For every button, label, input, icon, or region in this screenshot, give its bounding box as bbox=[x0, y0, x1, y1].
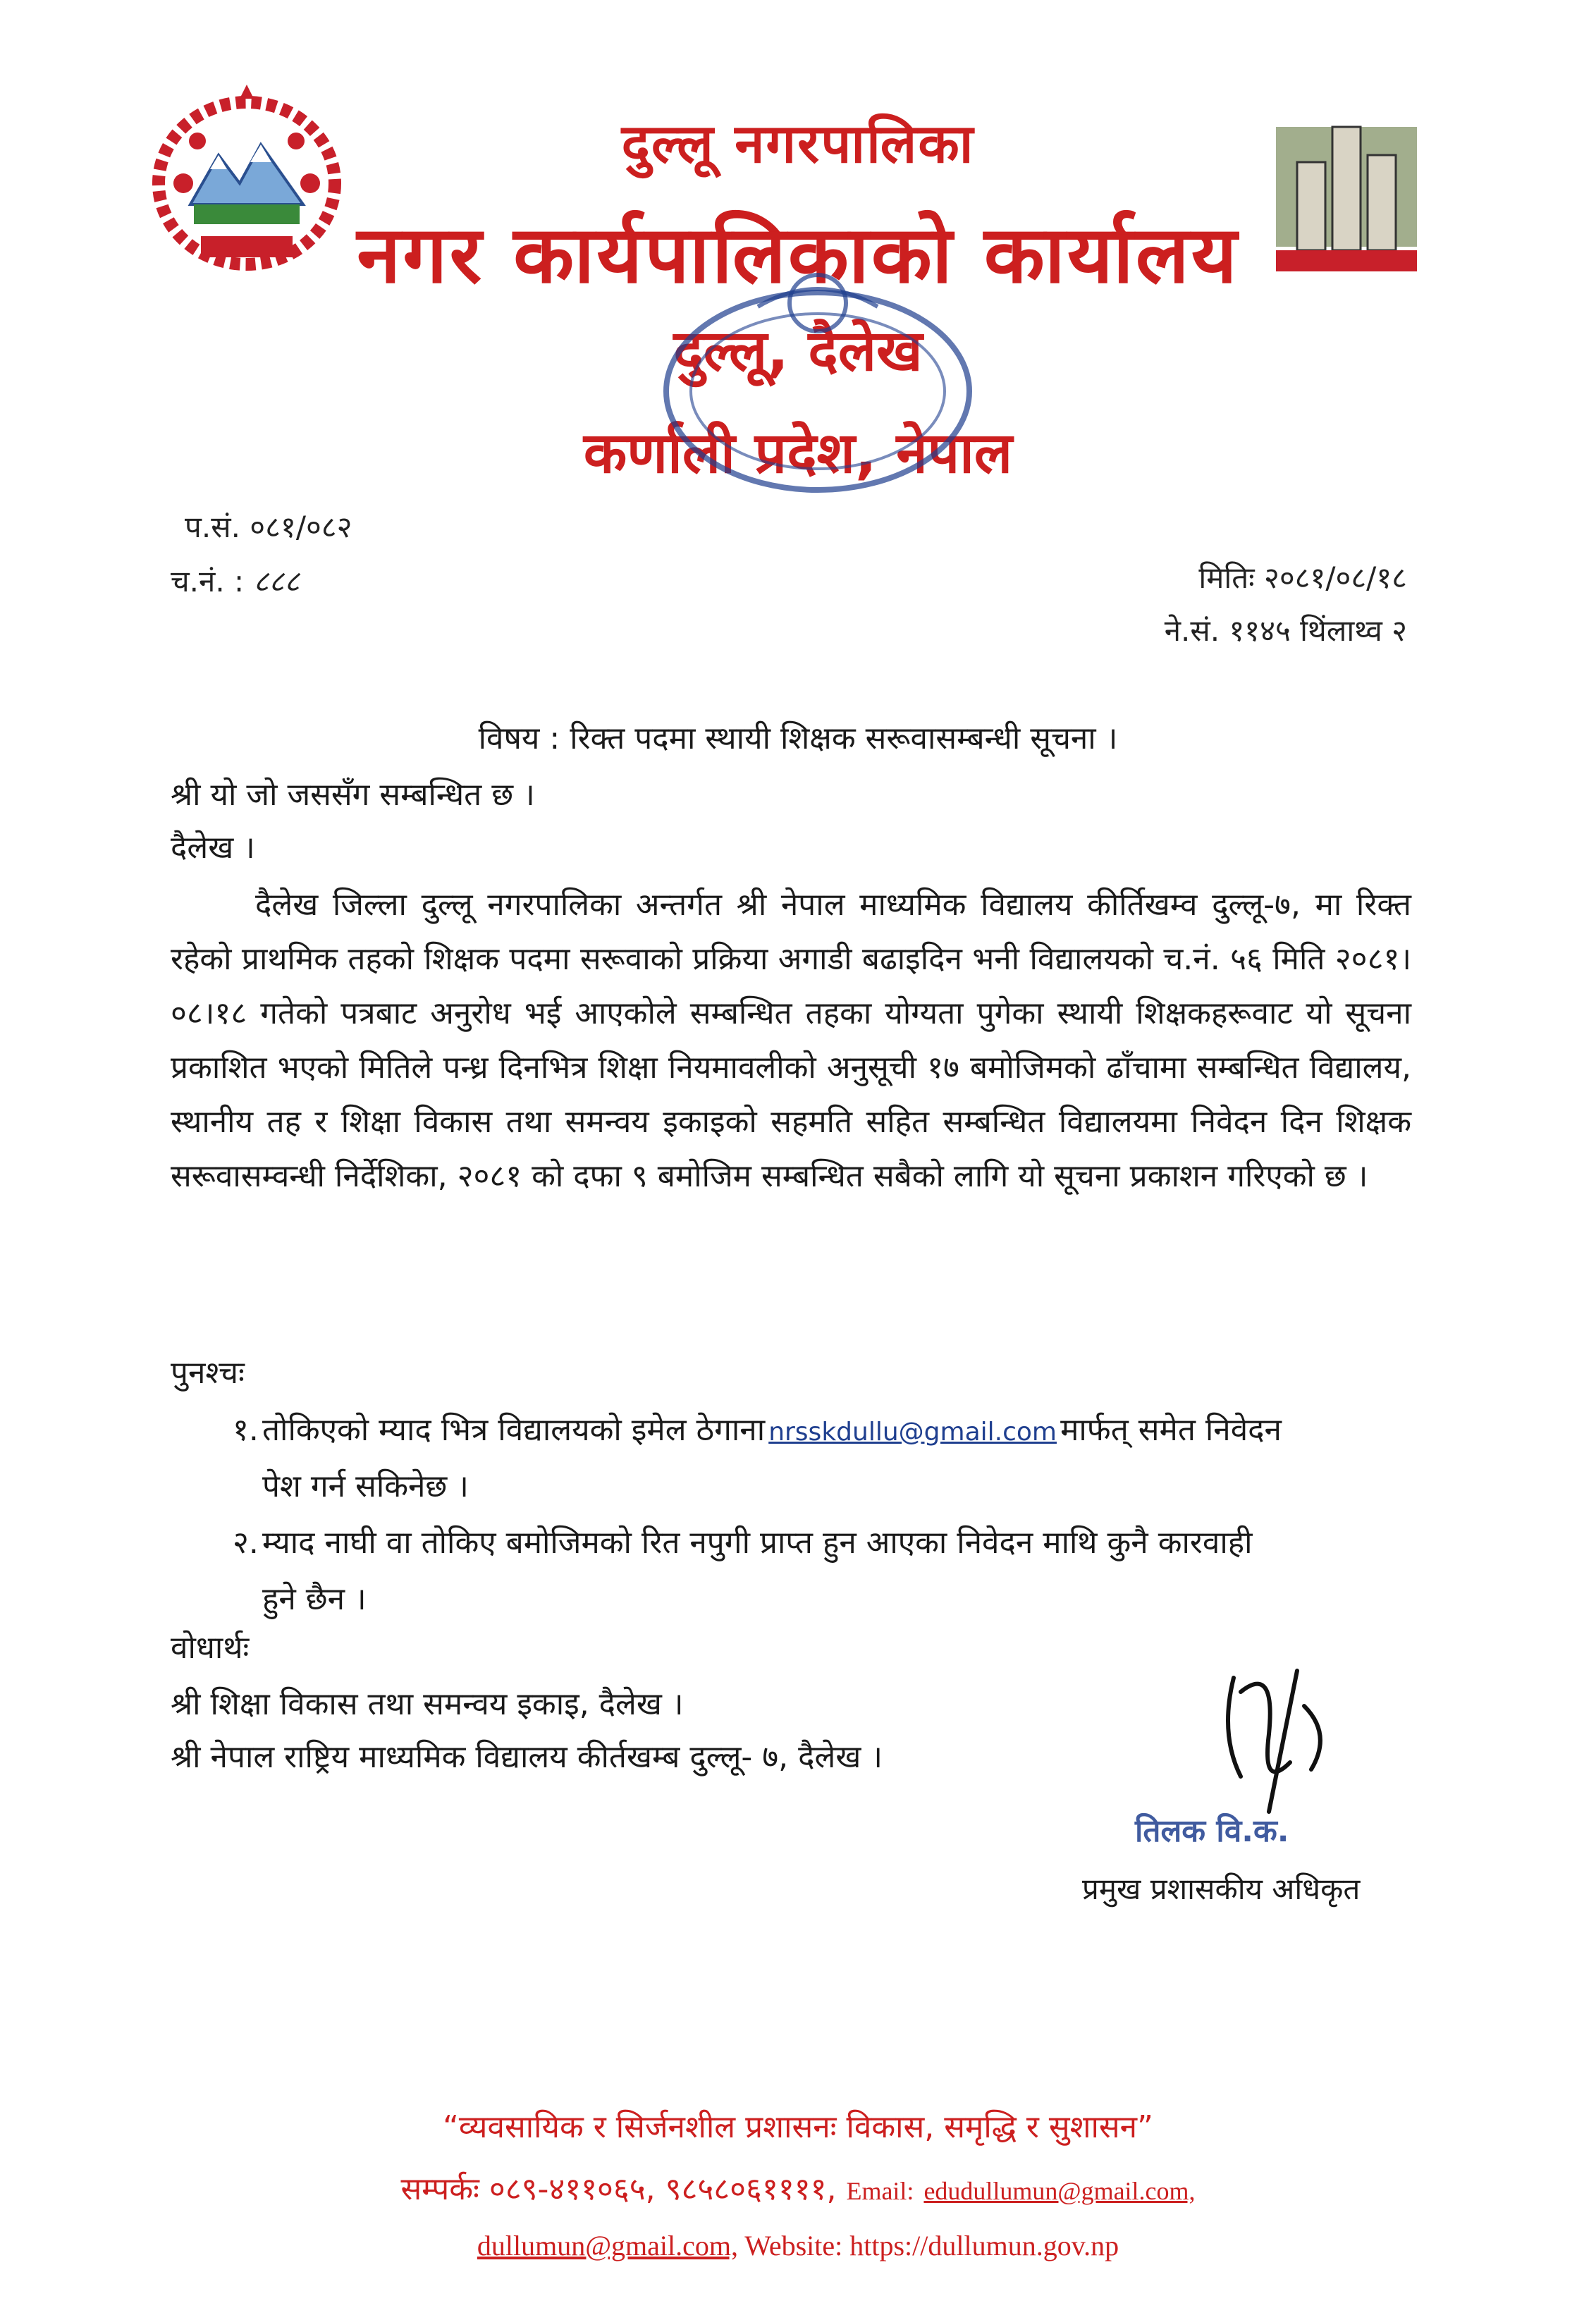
dispatch-number bbox=[171, 560, 300, 601]
province-name: कर्णाली प्रदेश, नेपाल bbox=[583, 420, 1013, 486]
school-email-link[interactable]: nrsskdullu@gmail.com bbox=[768, 1418, 1057, 1447]
list-item-continuation: हुने छैन । bbox=[262, 1581, 367, 1617]
email-label: Email: bbox=[846, 2177, 914, 2205]
list-item-number: १. bbox=[233, 1412, 259, 1448]
salutation: श्री यो जो जससँग सम्बन्धित छ । bbox=[171, 777, 535, 813]
list-item-number: २. bbox=[233, 1525, 259, 1561]
dispatch-number-value: ८८८ bbox=[253, 564, 300, 599]
contact-label: सम्पर्कः bbox=[400, 2171, 479, 2207]
district-line: दैलेख । bbox=[171, 830, 255, 866]
list-item bbox=[233, 1403, 1431, 1457]
website-link[interactable]: https://dullumun.gov.np bbox=[849, 2230, 1119, 2261]
letter-body: दैलेख जिल्ला दुल्लू नगरपालिका अन्तर्गत श्री नेपाल माध्यमिक विद्यालय कीर्तिखम्व दुल्लू-७, मा रिक्त रहेको प्राथमिक तहको शिक्षक पदमा सरूवाको प्रक्रिया अगाडी बढाइदिन भनी विद्यालयको च.नं. ५६ मिति २०८१।०८।१८ गतेको पत्रबाट अनुरोध भई आएकोले सम्बन्धित तहका योग्यता पुगेका स्थायी शिक्षकहरूवाट यो सूचना प्रकाशित भएको मितिले पन्ध्र दिनभित्र शिक्षा नियमावलीको अनुसूची १७ बमोजिमको ढाँचामा सम्बन्धित विद्यालय, स्थानीय तह र शिक्षा विकास तथा समन्वय इकाइको सहमति सहित सम्बन्धित विद्यालयमा निवेदन दिन शिक्षक सरूवासम्वन्धी निर्देशिका, २०८१ को दफा ९ बमोजिम सम्बन्धित सबैको लागि यो सूचना प्रकाशन गरिएको छ । bbox=[171, 887, 1411, 1194]
contact-phones: ०८९-४११०६५, ९८५८०६११११, bbox=[489, 2171, 837, 2207]
letter-date: मितिः २०८१/०८/१८ bbox=[1198, 560, 1407, 595]
list-item bbox=[233, 1516, 1431, 1570]
list-item-text: तोकिएको म्याद भित्र विद्यालयको इमेल ठेगाना bbox=[262, 1412, 766, 1448]
footer-web bbox=[0, 2229, 1596, 2262]
website-label: Website: bbox=[744, 2230, 843, 2261]
municipality-name: दुल्लू नगरपालिका bbox=[621, 112, 975, 175]
postscript-label: पुनश्चः bbox=[171, 1355, 245, 1391]
edu-email-link[interactable]: edudullumun@gmail.com, bbox=[923, 2177, 1196, 2205]
office-email-link[interactable]: dullumun@gmail.com, bbox=[477, 2230, 738, 2261]
cc-item: श्री नेपाल राष्ट्रिय माध्यमिक विद्यालय कीर्तखम्ब दुल्लू- ७, दैलेख । bbox=[171, 1739, 883, 1775]
list-item-text-after: मार्फत् समेत निवेदन bbox=[1060, 1412, 1282, 1448]
office-name: नगर कार्यपालिकाको कार्यालय bbox=[357, 209, 1239, 301]
signatory-title: प्रमुख प्रशासकीय अधिकृत bbox=[1082, 1872, 1361, 1906]
footer-contact bbox=[0, 2166, 1596, 2209]
letter-subject: विषय : रिक्त पदमा स्थायी शिक्षक सरूवासम्बन्धी सूचना । bbox=[478, 720, 1118, 756]
signature bbox=[1191, 1650, 1361, 1826]
signatory-name: तिलक वि.क. bbox=[1135, 1813, 1289, 1849]
office-stamp bbox=[652, 271, 983, 504]
cc-label: वोधार्थः bbox=[171, 1630, 250, 1666]
letter-number: प.सं. ०८१/०८२ bbox=[185, 510, 352, 544]
dispatch-number-label: च.नं. : bbox=[171, 564, 245, 599]
cc-item: श्री शिक्षा विकास तथा समन्वय इकाइ, दैलेख । bbox=[171, 1686, 684, 1722]
list-item-continuation: पेश गर्न सकिनेछ । bbox=[262, 1468, 469, 1504]
footer-motto: “व्यवसायिक र सिर्जनशील प्रशासनः विकास, समृद्धि र सुशासन” bbox=[443, 2109, 1153, 2145]
list-item-text: म्याद नाघी वा तोकिए बमोजिमको रित नपुगी प्राप्त हुन आएका निवेदन माथि कुनै कारवाही bbox=[262, 1525, 1253, 1561]
office-location: दुल्लू, दैलेख bbox=[673, 318, 923, 383]
nepal-sambat-date: ने.सं. ११४५ थिंलाथ्व २ bbox=[1164, 613, 1407, 648]
